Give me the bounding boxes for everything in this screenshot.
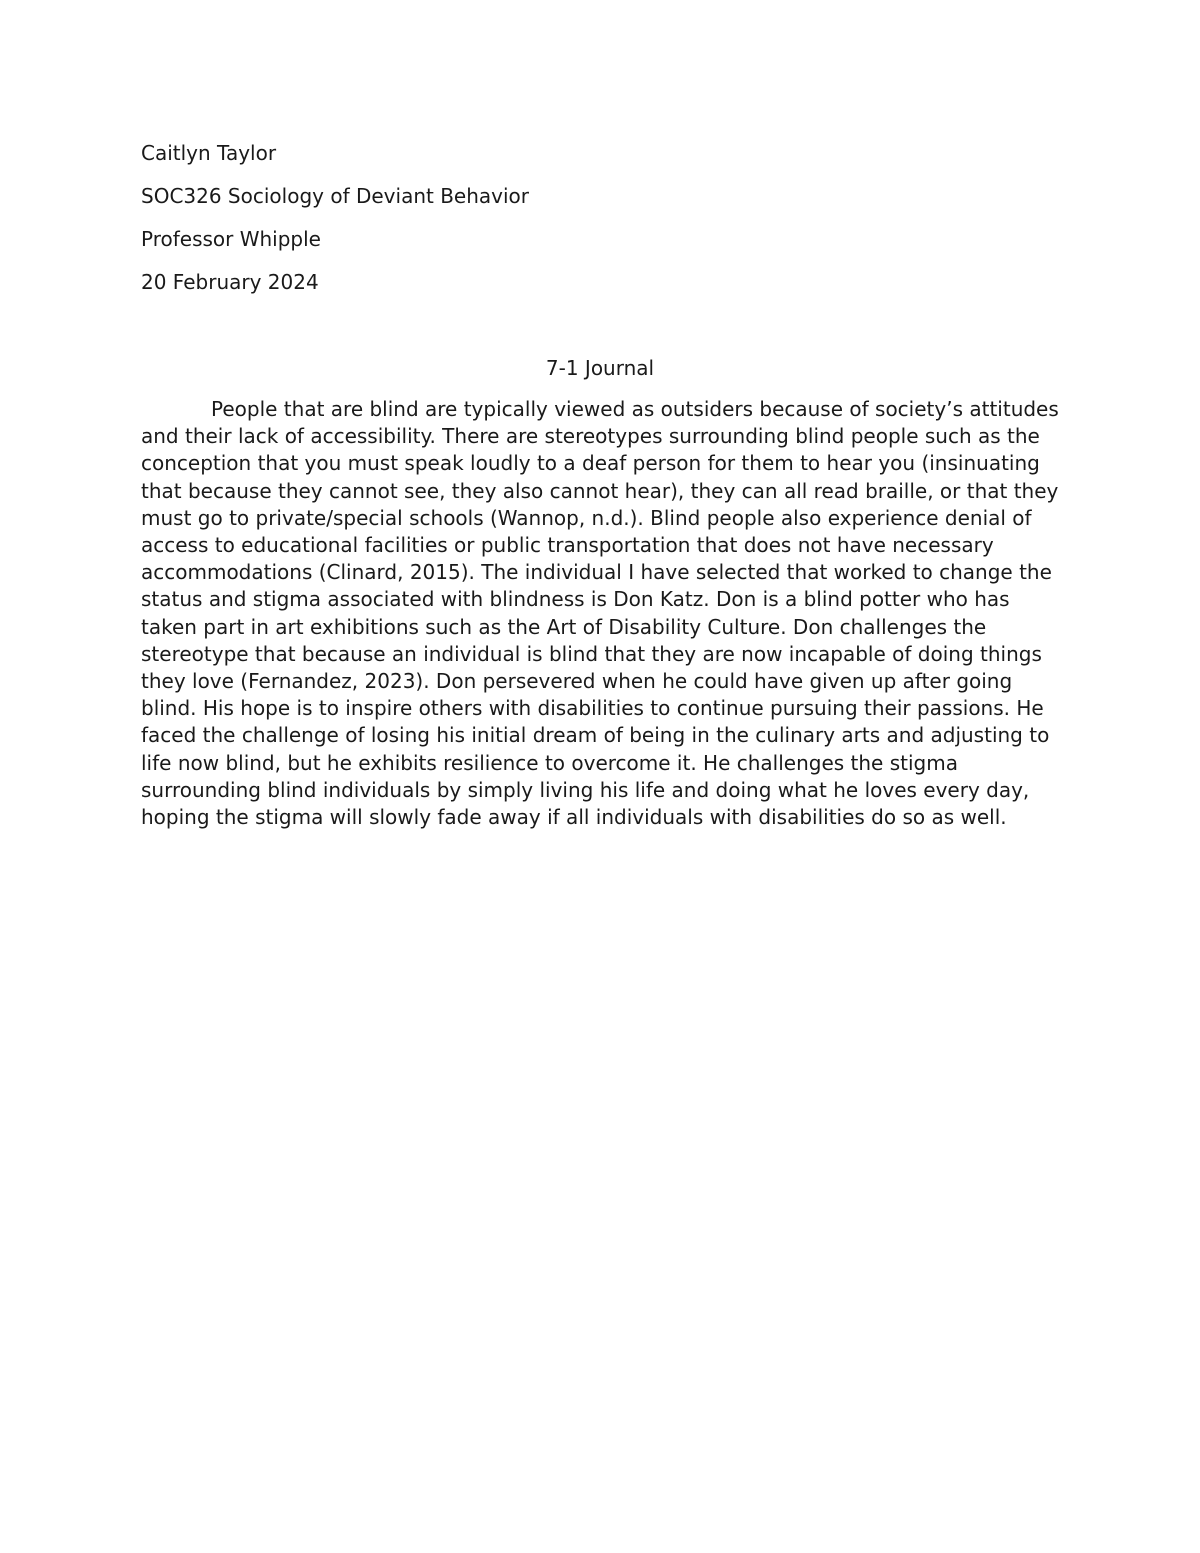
instructor-name: Professor Whipple	[141, 227, 321, 251]
course-name: SOC326 Sociology of Deviant Behavior	[141, 184, 530, 208]
document-header	[141, 138, 1061, 310]
document-date: 20 February 2024	[141, 270, 319, 294]
document-title: 7-1 Journal	[545, 356, 655, 380]
author-name: Caitlyn Taylor	[141, 141, 277, 165]
body-paragraph: People that are blind are typically viewed as outsiders because of society’s attitudes and their lack of accessibility. There are stereotypes surrounding blind people such as the conception that you must speak loudly to a deaf person for them to hear you (insinuating that because they cannot see, they also cannot hear), they can all read braille, or that they must go to private/special schools (Wannop, n.d.). Blind people also experience denial of access to educational facilities or public transportation that does not have necessary accommodations (Clinard, 2015). The individual I have selected that worked to change the status and stigma associated with blindness is Don Katz. Don is a blind potter who has taken part in art exhibitions such as the Art of Disability Culture. Don challenges the stereotype that because an individual is blind that they are now incapable of doing things they love (Fernandez, 2023). Don persevered when he could have given up after going blind. His hope is to inspire others with disabilities to continue pursuing their passions. He faced the challenge of losing his initial dream of being in the culinary arts and adjusting to life now blind, but he exhibits resilience to overcome it. He challenges the stigma surrounding blind individuals by simply living his life and doing what he loves every day, hoping the stigma will slowly fade away if all individuals with disabilities do so as well.	[141, 397, 1059, 830]
